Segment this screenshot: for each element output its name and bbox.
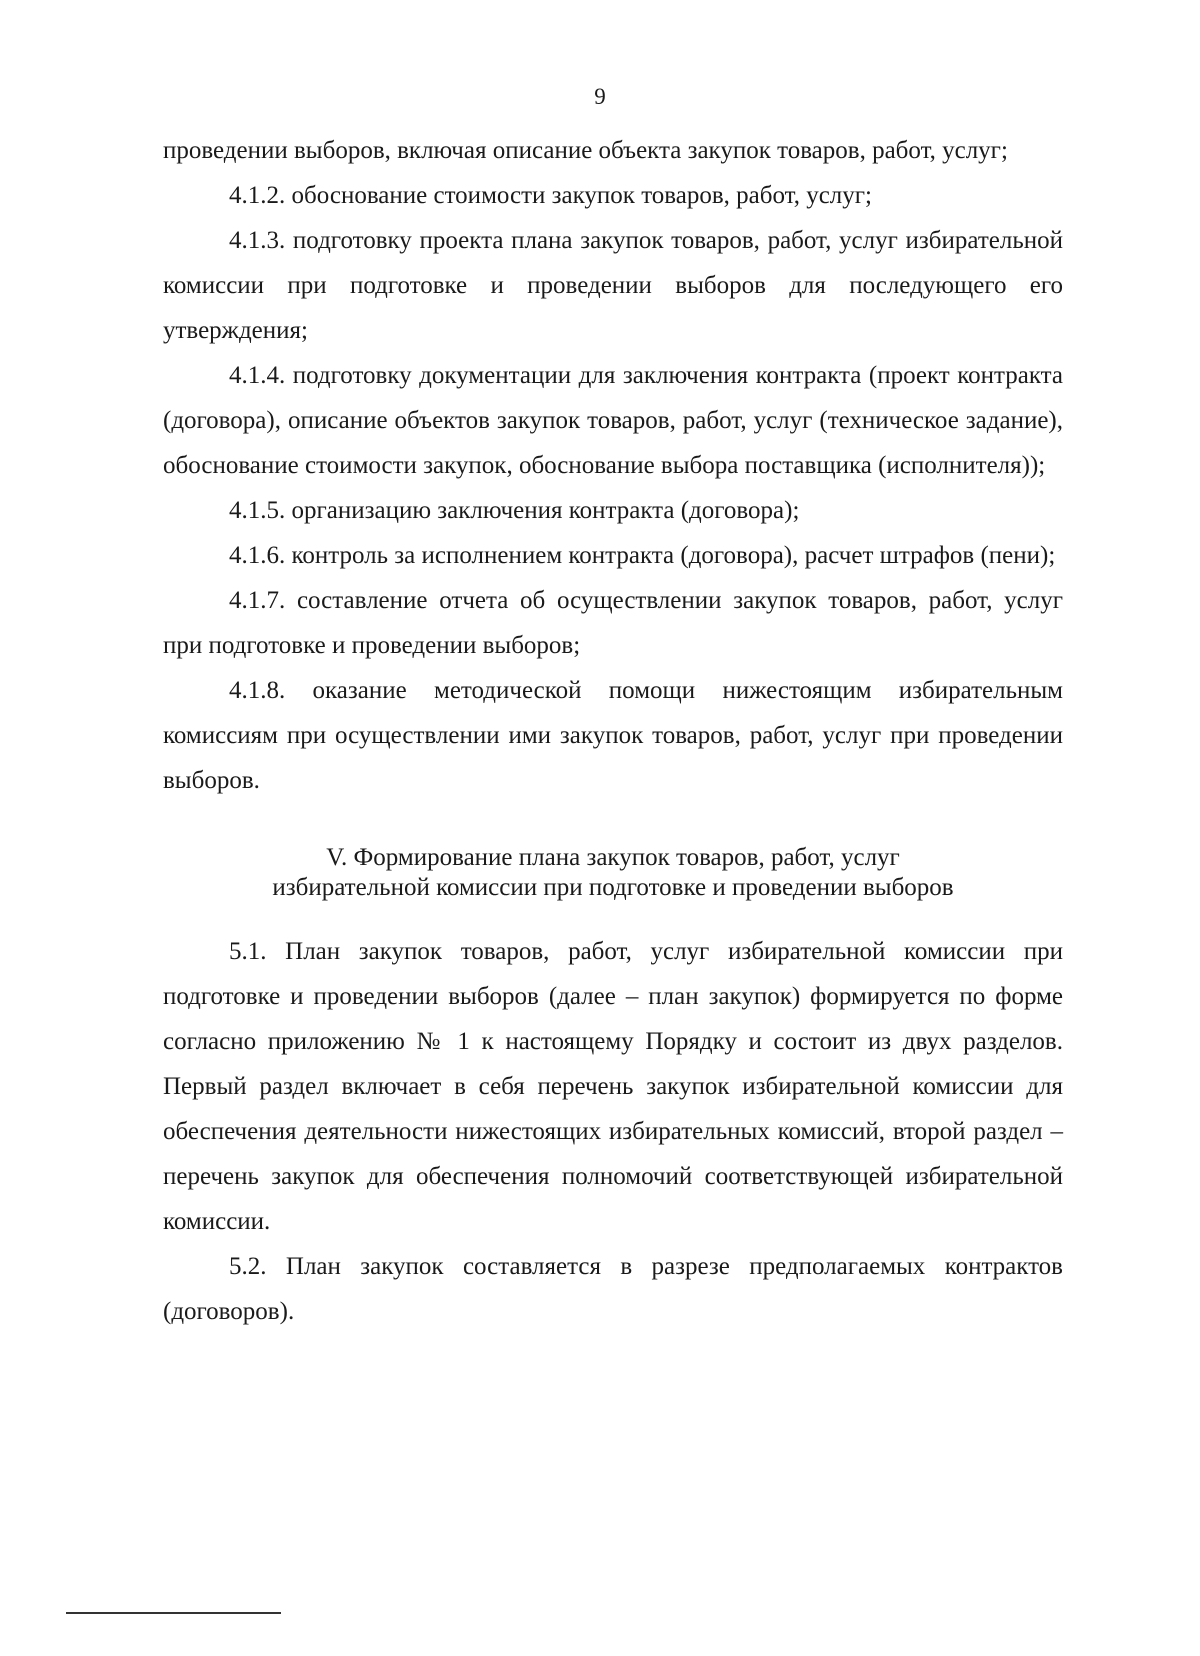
paragraph: 4.1.3. подготовку проекта плана закупок товаров, работ, услуг избирательной комиссии при подготовке и проведении выборов для последующего его утверждения; — [163, 227, 1063, 344]
paragraph: проведении выборов, включая описание объекта закупок товаров, работ, услуг; — [163, 137, 1008, 164]
footnote-divider — [66, 1612, 281, 1614]
section-heading-line-1: V. Формирование плана закупок товаров, работ, услуг — [326, 844, 900, 871]
paragraph: 4.1.6. контроль за исполнением контракта (договора), расчет штрафов (пени); — [229, 542, 1056, 569]
page-number: 9 — [594, 84, 606, 109]
paragraph: 4.1.5. организацию заключения контракта (договора); — [229, 497, 800, 524]
paragraph: 5.1. План закупок товаров, работ, услуг избирательной комиссии при подготовке и проведении выборов (далее – план закупок) формируется по форме согласно приложению № 1 к настоящему Порядку и состоит из двух разделов. Первый раздел включает в себя перечень закупок избирательной комиссии для обеспечения деятельности нижестоящих избирательных комиссий, второй раздел – перечень закупок для обеспечения полномочий соответствующей избирательной комиссии. — [163, 938, 1063, 1235]
section-heading — [163, 843, 1063, 903]
paragraph: 4.1.7. составление отчета об осуществлении закупок товаров, работ, услуг при подготовке и проведении выборов; — [163, 587, 1063, 659]
paragraph: 4.1.2. обоснование стоимости закупок товаров, работ, услуг; — [229, 182, 872, 209]
section-5-paragraphs — [163, 929, 1063, 1334]
clause-list-4-1 — [163, 128, 1063, 803]
paragraph: 4.1.8. оказание методической помощи нижестоящим избирательным комиссиям при осуществлении ими закупок товаров, работ, услуг при проведении выборов. — [163, 677, 1063, 794]
section-heading-line-2: избирательной комиссии при подготовке и проведении выборов — [272, 874, 954, 901]
document-body — [163, 128, 1063, 1334]
paragraph: 4.1.4. подготовку документации для заключения контракта (проект контракта (договора), описание объектов закупок товаров, работ, услуг (техническое задание), обоснование стоимости закупок, обоснование выбора поставщика (исполнителя)); — [163, 362, 1063, 479]
paragraph: 5.2. План закупок составляется в разрезе предполагаемых контрактов (договоров). — [163, 1253, 1063, 1325]
